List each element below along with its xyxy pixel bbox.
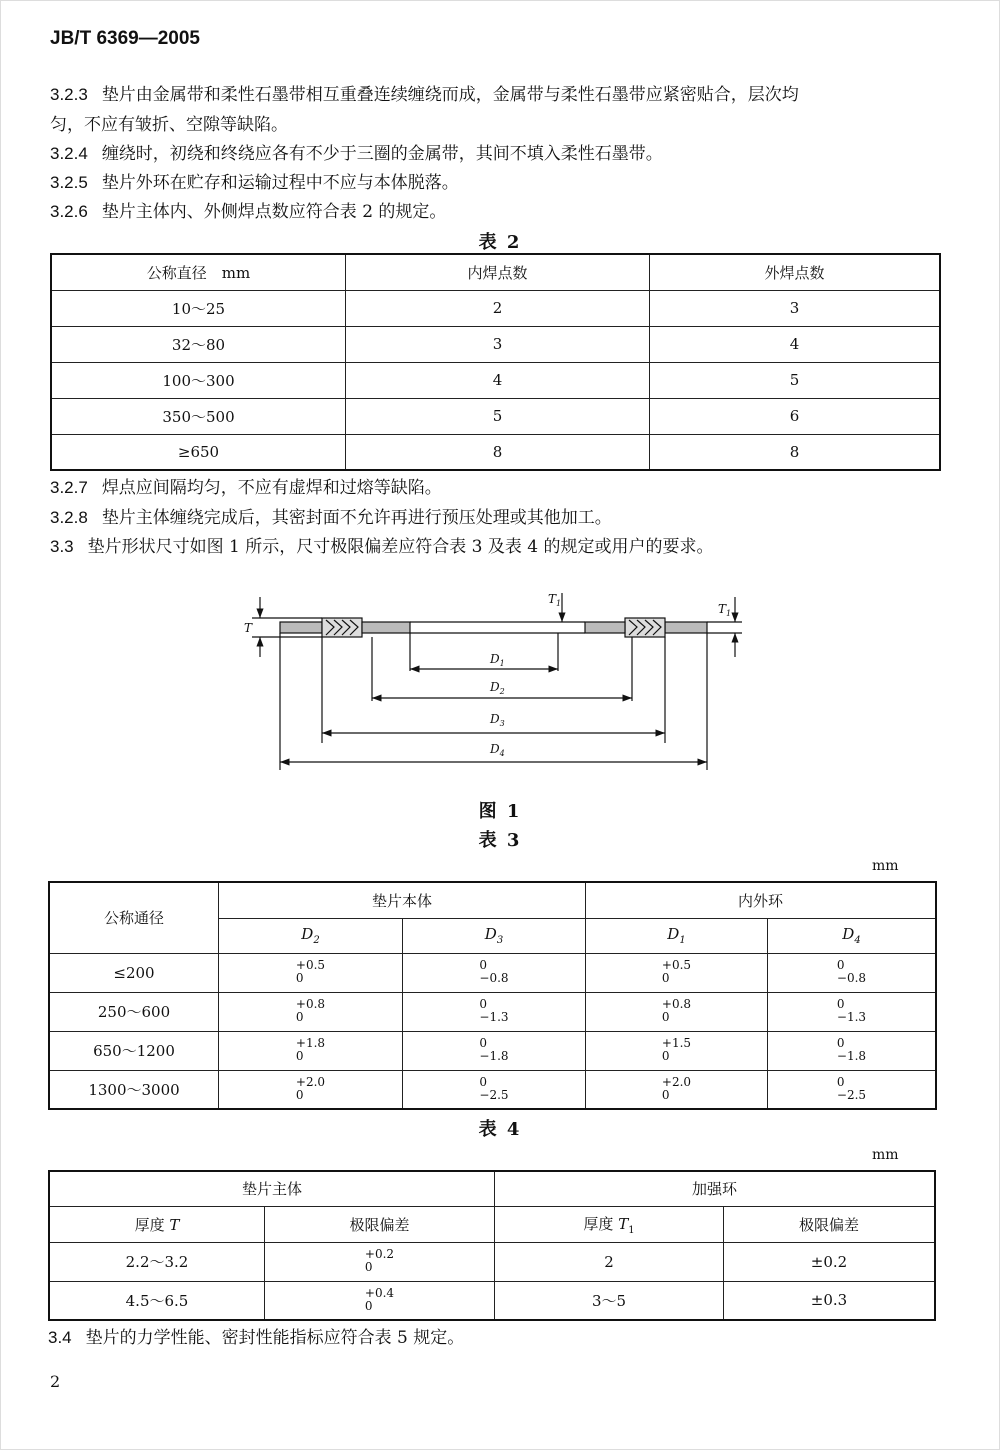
cell-nominal-bore: 650～1200	[49, 1031, 219, 1070]
cell-d3-deviation: 0 −1.8	[403, 1031, 586, 1070]
cell-diameter: 100～300	[51, 362, 346, 398]
cell-ring-deviation: ±0.2	[724, 1242, 936, 1281]
standard-id-header: JB/T 6369—2005	[50, 28, 200, 49]
cell-ring-thickness: 2	[495, 1242, 724, 1281]
table-row	[49, 1242, 935, 1281]
table-row	[51, 362, 940, 398]
table-subheader-row	[49, 1206, 935, 1242]
table-row	[51, 434, 940, 470]
outer-ring-left-section	[280, 622, 322, 633]
clause-number: 3.3	[50, 537, 74, 556]
cell-thickness: 4.5～6.5	[49, 1281, 265, 1320]
clause-text: 垫片主体内、外侧焊点数应符合表 2 的规定。	[101, 202, 447, 222]
header-thickness-t: 厚度 T	[49, 1206, 265, 1242]
clause-number: 3.2.5	[50, 173, 88, 192]
header-d4: $D_4$	[768, 918, 937, 953]
cell-outer: 4	[650, 326, 941, 362]
clause-3-3	[50, 532, 950, 562]
table4-unit: mm	[872, 1147, 899, 1163]
clause-number: 3.2.6	[50, 202, 88, 221]
table-header-row	[49, 882, 936, 918]
cell-d4-deviation: 0 −2.5	[768, 1070, 937, 1109]
table-header-row	[51, 254, 940, 290]
cell-outer: 8	[650, 434, 941, 470]
header-limit-deviation-2: 极限偏差	[724, 1206, 936, 1242]
cell-diameter: 350～500	[51, 398, 346, 434]
inner-ring-right-section	[585, 622, 625, 633]
clause-3-2-8	[50, 503, 950, 533]
cell-d1-deviation: +0.5 0	[586, 953, 768, 992]
clause-number: 3.2.3	[50, 85, 88, 104]
header-inner-outer-ring: 内外环	[586, 882, 937, 918]
cell-ring-thickness: 3～5	[495, 1281, 724, 1320]
clause-number: 3.2.7	[50, 478, 88, 497]
cell-d3-deviation: 0 −1.3	[403, 992, 586, 1031]
cell-d1-deviation: +2.0 0	[586, 1070, 768, 1109]
label-d1: $D_1$	[490, 652, 505, 668]
cell-d3-deviation: 0 −0.8	[403, 953, 586, 992]
cell-d2-deviation: +1.8 0	[219, 1031, 403, 1070]
cell-nominal-bore: 1300～3000	[49, 1070, 219, 1109]
header-gasket-main: 垫片主体	[49, 1171, 495, 1206]
table-row	[51, 326, 940, 362]
clause-text: 缠绕时，初绕和终绕应各有不少于三圈的金属带，其间不填入柔性石墨带。	[101, 144, 663, 164]
header-d1: $D_1$	[586, 918, 768, 953]
cell-d2-deviation: +0.8 0	[219, 992, 403, 1031]
table-row	[51, 290, 940, 326]
cell-thickness: 2.2～3.2	[49, 1242, 265, 1281]
cell-diameter: ≥650	[51, 434, 346, 470]
clause-number: 3.4	[48, 1328, 72, 1347]
clause-text-continued: 匀，不应有皱折、空隙等缺陷。	[50, 115, 288, 135]
header-d3: $D_3$	[403, 918, 586, 953]
label-t1-right: $T_1$	[718, 602, 732, 618]
clause-text: 焊点应间隔均匀，不应有虚焊和过熔等缺陷。	[101, 478, 442, 498]
clause-text: 垫片形状尺寸如图 1 所示，尺寸极限偏差应符合表 3 及表 4 的规定或用户的要求。	[87, 537, 714, 557]
header-nominal-bore: 公称通径	[49, 882, 219, 953]
clause-text: 垫片主体缠绕完成后，其密封面不允许再进行预压处理或其他加工。	[101, 508, 612, 528]
cell-nominal-bore: 250～600	[49, 992, 219, 1031]
table4-caption: 表 4	[478, 1119, 522, 1140]
cell-diameter: 32～80	[51, 326, 346, 362]
cell-ring-deviation: ±0.3	[724, 1281, 936, 1320]
inner-ring-left-section	[362, 622, 410, 633]
cell-outer: 6	[650, 398, 941, 434]
table3-unit: mm	[872, 858, 899, 874]
table3-caption: 表 3	[478, 830, 522, 851]
label-d2: $D_2$	[490, 680, 505, 696]
cell-thickness-deviation: +0.2 0	[265, 1242, 495, 1281]
clause-3-2-4	[50, 139, 950, 169]
label-t: T	[244, 621, 253, 635]
cell-d2-deviation: +2.0 0	[219, 1070, 403, 1109]
header-outer-weld-points: 外焊点数	[650, 254, 941, 290]
cell-thickness-deviation: +0.4 0	[265, 1281, 495, 1320]
table-row	[49, 953, 936, 992]
cell-nominal-bore: ≤200	[49, 953, 219, 992]
cell-outer: 3	[650, 290, 941, 326]
header-gasket-body: 垫片本体	[219, 882, 586, 918]
label-d4: $D_4$	[490, 742, 505, 758]
table-row	[49, 1281, 935, 1320]
clause-3-2-6	[50, 197, 950, 227]
cell-inner: 4	[346, 362, 650, 398]
table-header-row	[49, 1171, 935, 1206]
table-3	[48, 881, 937, 1110]
table-4	[48, 1170, 936, 1321]
table-2	[50, 253, 941, 471]
cell-d1-deviation: +0.8 0	[586, 992, 768, 1031]
page-number: 2	[50, 1372, 61, 1391]
header-limit-deviation: 极限偏差	[265, 1206, 495, 1242]
header-thickness-t1: 厚度 $T_1$	[495, 1206, 724, 1242]
header-reinforcing-ring: 加强环	[495, 1171, 936, 1206]
cell-d4-deviation: 0 −1.3	[768, 992, 937, 1031]
table2-caption: 表 2	[478, 232, 522, 253]
table-row	[49, 992, 936, 1031]
cell-d4-deviation: 0 −1.8	[768, 1031, 937, 1070]
cell-d2-deviation: +0.5 0	[219, 953, 403, 992]
outer-ring-right-section	[665, 622, 707, 633]
cell-inner: 2	[346, 290, 650, 326]
cell-outer: 5	[650, 362, 941, 398]
clause-text: 垫片由金属带和柔性石墨带相互重叠连续缠绕而成，金属带与柔性石墨带应紧密贴合，层次均	[101, 85, 799, 105]
label-t1-inner: $T_1$	[548, 592, 562, 608]
clause-text: 垫片外环在贮存和运输过程中不应与本体脱落。	[101, 173, 459, 193]
cell-inner: 3	[346, 326, 650, 362]
header-d2: $D_2$	[219, 918, 403, 953]
table-row	[51, 398, 940, 434]
table-row	[49, 1031, 936, 1070]
clause-number: 3.2.4	[50, 144, 88, 163]
clause-number: 3.2.8	[50, 508, 88, 527]
cell-d3-deviation: 0 −2.5	[403, 1070, 586, 1109]
clause-text: 垫片的力学性能、密封性能指标应符合表 5 规定。	[85, 1328, 465, 1348]
cell-diameter: 10～25	[51, 290, 346, 326]
table-row	[49, 1070, 936, 1109]
cell-inner: 5	[346, 398, 650, 434]
clause-3-2-3	[50, 80, 950, 140]
header-nominal-diameter: 公称直径 mm	[51, 254, 346, 290]
clause-3-2-5	[50, 168, 950, 198]
header-inner-weld-points: 内焊点数	[346, 254, 650, 290]
cell-d1-deviation: +1.5 0	[586, 1031, 768, 1070]
clause-3-2-7	[50, 473, 950, 503]
label-d3: $D_3$	[490, 712, 505, 728]
figure1-caption: 图 1	[478, 801, 522, 822]
gasket-dimension-figure	[230, 585, 760, 780]
cell-inner: 8	[346, 434, 650, 470]
clause-3-4	[48, 1323, 948, 1353]
cell-d4-deviation: 0 −0.8	[768, 953, 937, 992]
